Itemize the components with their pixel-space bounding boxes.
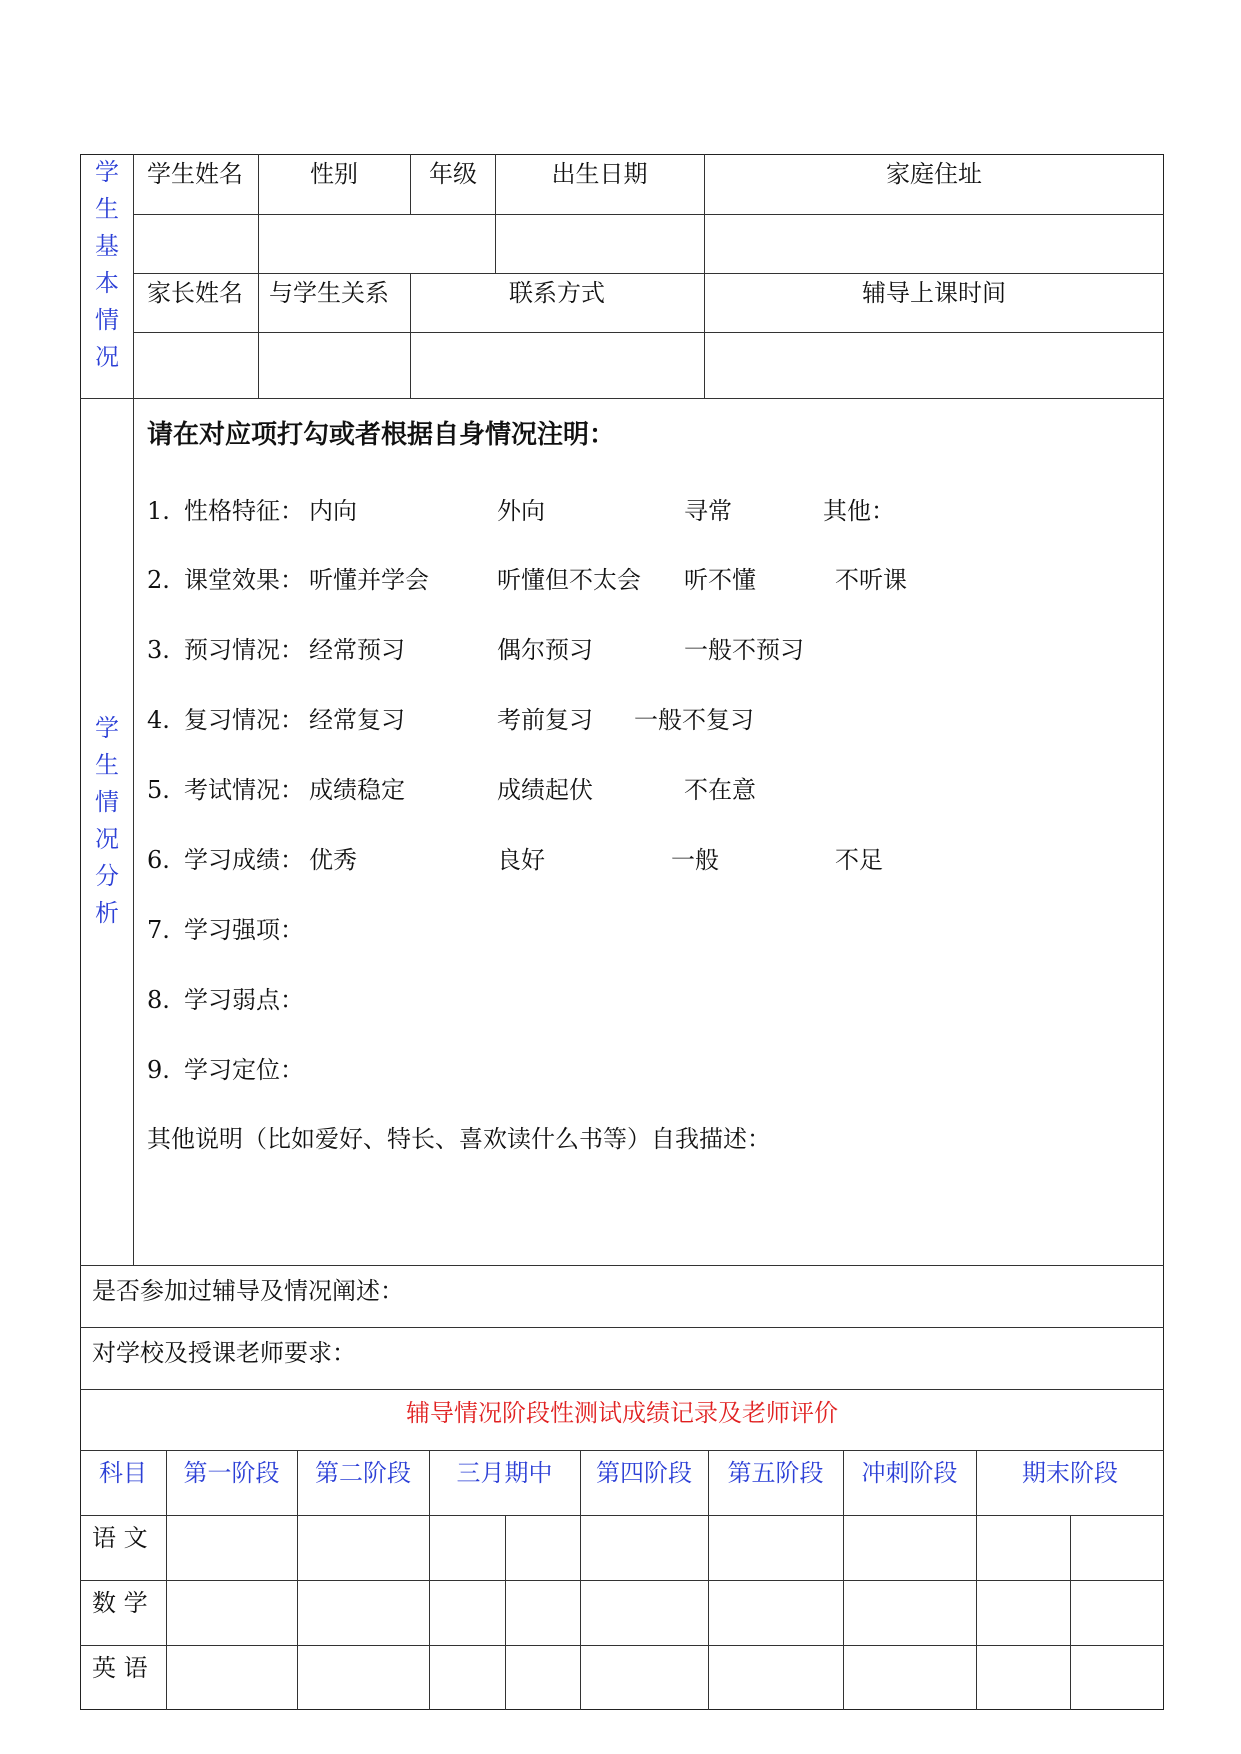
option-choice[interactable]: 寻常 — [684, 497, 732, 525]
item-number: 2. — [147, 566, 170, 594]
column-header: 期末阶段 — [1022, 1459, 1118, 1487]
grade-label: 年级 — [429, 160, 477, 188]
item-label: 课堂效果： — [184, 566, 304, 594]
class-time-field[interactable] — [704, 332, 1164, 398]
column-header: 第二阶段 — [315, 1459, 411, 1487]
option-choice[interactable]: 不在意 — [684, 776, 756, 804]
option-choice[interactable]: 听懂但不太会 — [497, 566, 641, 594]
item-label: 学习强项： — [184, 916, 304, 944]
item-label: 学习定位： — [184, 1056, 304, 1084]
analysis-item — [147, 1055, 1047, 1087]
birth-date-field[interactable] — [495, 214, 704, 273]
option-choice[interactable]: 内向 — [309, 497, 357, 525]
item-label: 预习情况： — [184, 636, 304, 664]
section-line — [80, 398, 1164, 399]
side-char: 本 — [95, 269, 119, 297]
option-choice[interactable]: 经常预习 — [309, 636, 405, 664]
subject-label: 语 文 — [92, 1524, 148, 1552]
item-label: 学习成绩： — [184, 846, 304, 874]
option-choice[interactable]: 偶尔预习 — [497, 636, 593, 664]
item-number: 3. — [147, 636, 170, 664]
subject-label: 数 学 — [92, 1589, 148, 1617]
option-choice[interactable]: 考前复习 — [497, 706, 593, 734]
analysis-item — [147, 565, 1047, 597]
chinese-score-row[interactable] — [166, 1515, 1164, 1580]
option-choice[interactable]: 成绩稳定 — [309, 776, 405, 804]
tutoring-history-field[interactable] — [80, 1265, 1164, 1327]
class-time-label: 辅导上课时间 — [862, 279, 1006, 307]
english-score-row[interactable] — [166, 1645, 1164, 1710]
side-char: 学 — [95, 158, 119, 186]
section-line — [80, 1389, 1164, 1390]
option-choice[interactable]: 听不懂 — [684, 566, 756, 594]
math-score-row[interactable] — [166, 1580, 1164, 1645]
option-choice[interactable]: 优秀 — [309, 846, 357, 874]
column-header: 科目 — [99, 1459, 147, 1487]
option-choice[interactable]: 不足 — [835, 846, 883, 874]
option-choice[interactable]: 不听课 — [835, 566, 907, 594]
option-choice[interactable]: 成绩起伏 — [497, 776, 593, 804]
analysis-item — [147, 635, 1047, 667]
side-char: 分 — [95, 862, 119, 890]
item-label: 学习弱点： — [184, 986, 304, 1014]
side-char: 况 — [95, 343, 119, 371]
parent-name-field[interactable] — [133, 332, 258, 398]
option-choice[interactable]: 一般不复习 — [634, 706, 754, 734]
option-choice[interactable]: 经常复习 — [309, 706, 405, 734]
side-char: 情 — [95, 306, 119, 334]
side-char: 学 — [95, 714, 119, 742]
home-address-field[interactable] — [704, 214, 1164, 273]
side-char: 情 — [95, 788, 119, 816]
home-address-label: 家庭住址 — [886, 160, 982, 188]
analysis-item — [147, 845, 1047, 877]
option-choice[interactable]: 良好 — [497, 846, 545, 874]
other-note-label: 其他说明（比如爱好、特长、喜欢读什么书等）自我描述： — [147, 1125, 771, 1153]
item-number: 9. — [147, 1056, 170, 1084]
option-choice[interactable]: 外向 — [497, 497, 545, 525]
contact-label: 联系方式 — [509, 279, 605, 307]
item-number: 6. — [147, 846, 170, 874]
column-header: 第一阶段 — [183, 1459, 280, 1487]
column-header: 三月期中 — [456, 1459, 553, 1487]
analysis-side-label — [92, 710, 122, 932]
side-char: 生 — [95, 195, 119, 223]
item-number: 7. — [147, 916, 170, 944]
analysis-item — [147, 775, 1047, 807]
analysis-item — [147, 496, 1047, 528]
gender-label: 性别 — [310, 160, 358, 188]
option-choice[interactable]: 听懂并学会 — [309, 566, 429, 594]
side-char: 况 — [95, 825, 119, 853]
item-number: 1. — [147, 497, 170, 525]
item-label: 考试情况： — [184, 776, 304, 804]
basic-info-side-label — [92, 154, 122, 376]
side-char: 生 — [95, 751, 119, 779]
item-number: 4. — [147, 706, 170, 734]
student-name-label: 学生姓名 — [147, 160, 243, 188]
section-divider — [133, 154, 134, 1265]
student-name-field[interactable] — [133, 214, 258, 273]
gender-grade-field[interactable] — [258, 214, 495, 273]
col-line — [410, 154, 411, 214]
parent-name-label: 家长姓名 — [147, 279, 243, 307]
analysis-item — [147, 705, 1047, 737]
section-line — [80, 1450, 1164, 1451]
item-number: 5. — [147, 776, 170, 804]
column-header: 冲刺阶段 — [861, 1459, 958, 1487]
column-header: 第四阶段 — [596, 1459, 692, 1487]
side-char: 析 — [95, 899, 119, 927]
option-choice[interactable]: 其他： — [823, 497, 895, 525]
item-label: 性格特征： — [184, 497, 304, 525]
analysis-item — [147, 915, 1047, 947]
birth-date-label: 出生日期 — [551, 160, 648, 188]
relationship-label: 与学生关系 — [269, 279, 389, 307]
requirements-field[interactable] — [80, 1327, 1164, 1389]
requirements-label: 对学校及授课老师要求： — [92, 1339, 356, 1367]
option-choice[interactable]: 一般不预习 — [684, 636, 804, 664]
analysis-instruction: 请在对应项打勾或者根据自身情况注明： — [147, 420, 616, 450]
item-number: 8. — [147, 986, 170, 1014]
score-section-title: 辅导情况阶段性测试成绩记录及老师评价 — [406, 1399, 838, 1427]
tutoring-history-label: 是否参加过辅导及情况阐述： — [92, 1277, 404, 1305]
contact-field[interactable] — [410, 332, 704, 398]
relationship-field[interactable] — [258, 332, 410, 398]
row-line — [133, 273, 1164, 274]
other-note-field[interactable] — [133, 1160, 1164, 1265]
item-label: 复习情况： — [184, 706, 304, 734]
option-choice[interactable]: 一般 — [671, 846, 719, 874]
column-header: 第五阶段 — [727, 1459, 824, 1487]
subject-label: 英 语 — [92, 1654, 148, 1682]
side-char: 基 — [95, 232, 119, 260]
analysis-item — [147, 985, 1047, 1017]
